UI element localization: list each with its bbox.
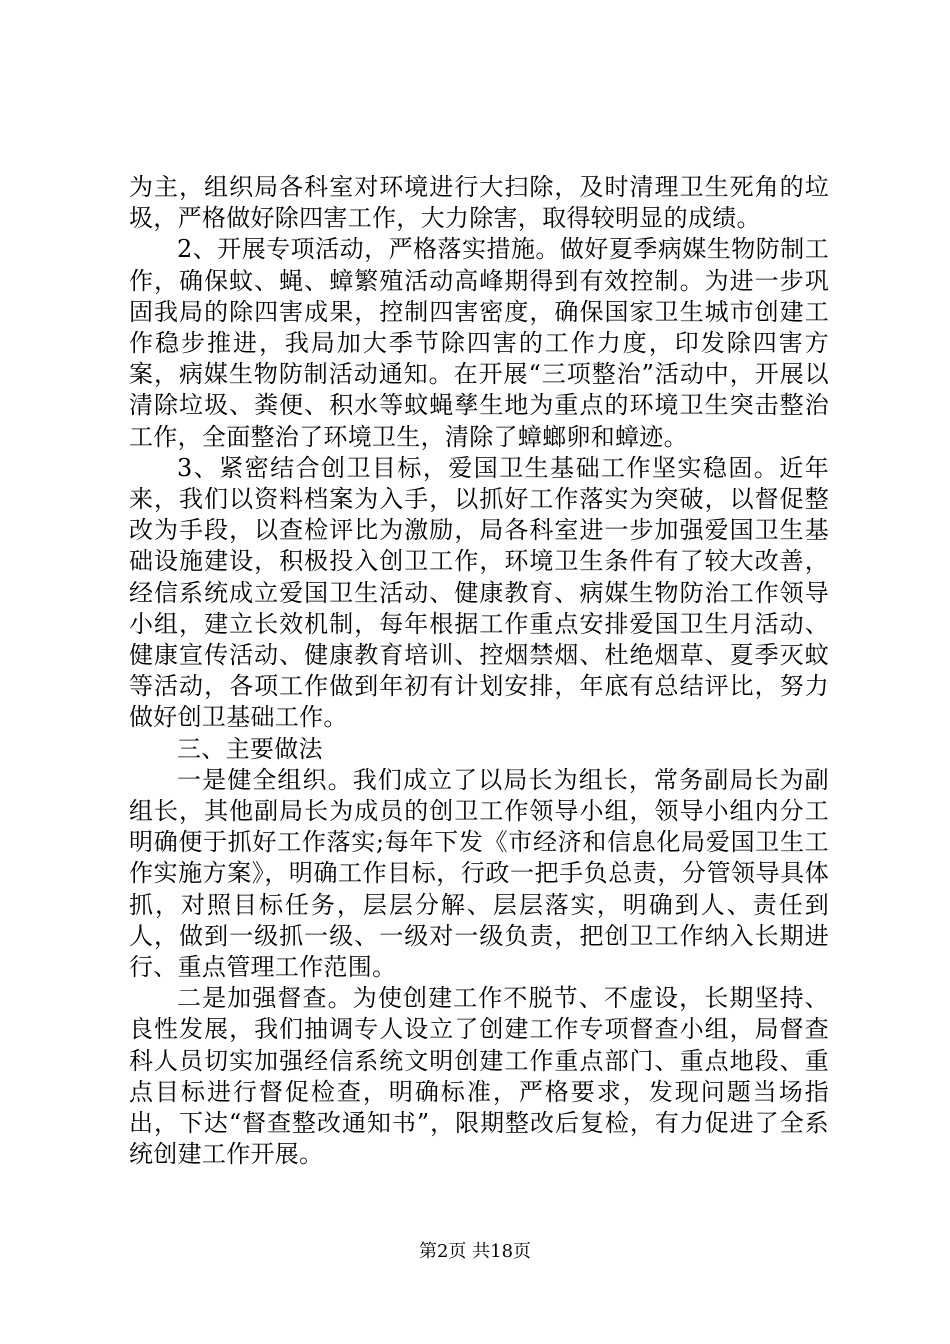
- page-number: 第2页 共18页: [418, 1241, 532, 1262]
- paragraph-continuation: 为主，组织局各科室对环境进行大扫除，及时清理卫生死角的垃圾，严格做好除四害工作，大力除害，取得较明显的成绩。: [129, 173, 829, 233]
- paragraph-organization: 一是健全组织。我们成立了以局长为组长，常务副局长为副组长，其他副局长为成员的创卫工作领导小组，领导小组内分工明确便于抓好工作落实;每年下发《市经济和信息化局爱国卫生工作实施方案》，明确工作目标，行政一把手负总责，分管领导具体抓，对照目标任务，层层分解、层层落实，明确到人、责任到人，做到一级抓一级、一级对一级负责，把创卫工作纳入长期进行、重点管理工作范围。: [129, 765, 829, 982]
- page-footer: [0, 1240, 950, 1264]
- section-heading-main-practices: 三、主要做法: [177, 734, 323, 763]
- paragraph-special-activities: 2、开展专项活动，严格落实措施。做好夏季病媒生物防制工作，确保蚊、蝇、蟑繁殖活动高峰期得到有效控制。为进一步巩固我局的除四害成果，控制四害密度，确保国家卫生城市创建工作稳步推进，我局加大季节除四害的工作力度，印发除四害方案，病媒生物防制活动通知。在开展“三项整治”活动中，开展以清除垃圾、粪便、积水等蚊蝇孳生地为重点的环境卫生突击整治工作，全面整治了环境卫生，清除了蟑螂卵和蟑迹。: [129, 235, 829, 451]
- document-body: [129, 172, 829, 1171]
- paragraph-supervision: 二是加强督查。为使创建工作不脱节、不虚设，长期坚持、良性发展，我们抽调专人设立了创建工作专项督查小组，局督查科人员切实加强经信系统文明创建工作重点部门、重点地段、重点目标进行督促检查，明确标准，严格要求，发现问题当场指出，下达“督查整改通知书”，限期整改后复检，有力促进了全系统创建工作开展。: [129, 984, 829, 1169]
- paragraph-basic-work: 3、紧密结合创卫目标，爱国卫生基础工作坚实稳固。近年来，我们以资料档案为入手，以抓好工作落实为突破，以督促整改为手段，以查检评比为激励，局各科室进一步加强爱国卫生基础设施建设，积极投入创卫工作，环境卫生条件有了较大改善，经信系统成立爱国卫生活动、健康教育、病媒生物防治工作领导小组，建立长效机制，每年根据工作重点安排爱国卫生月活动、健康宣传活动、健康教育培训、控烟禁烟、杜绝烟草、夏季灭蚊等活动，各项工作做到年初有计划安排，年底有总结评比，努力做好创卫基础工作。: [129, 453, 829, 732]
